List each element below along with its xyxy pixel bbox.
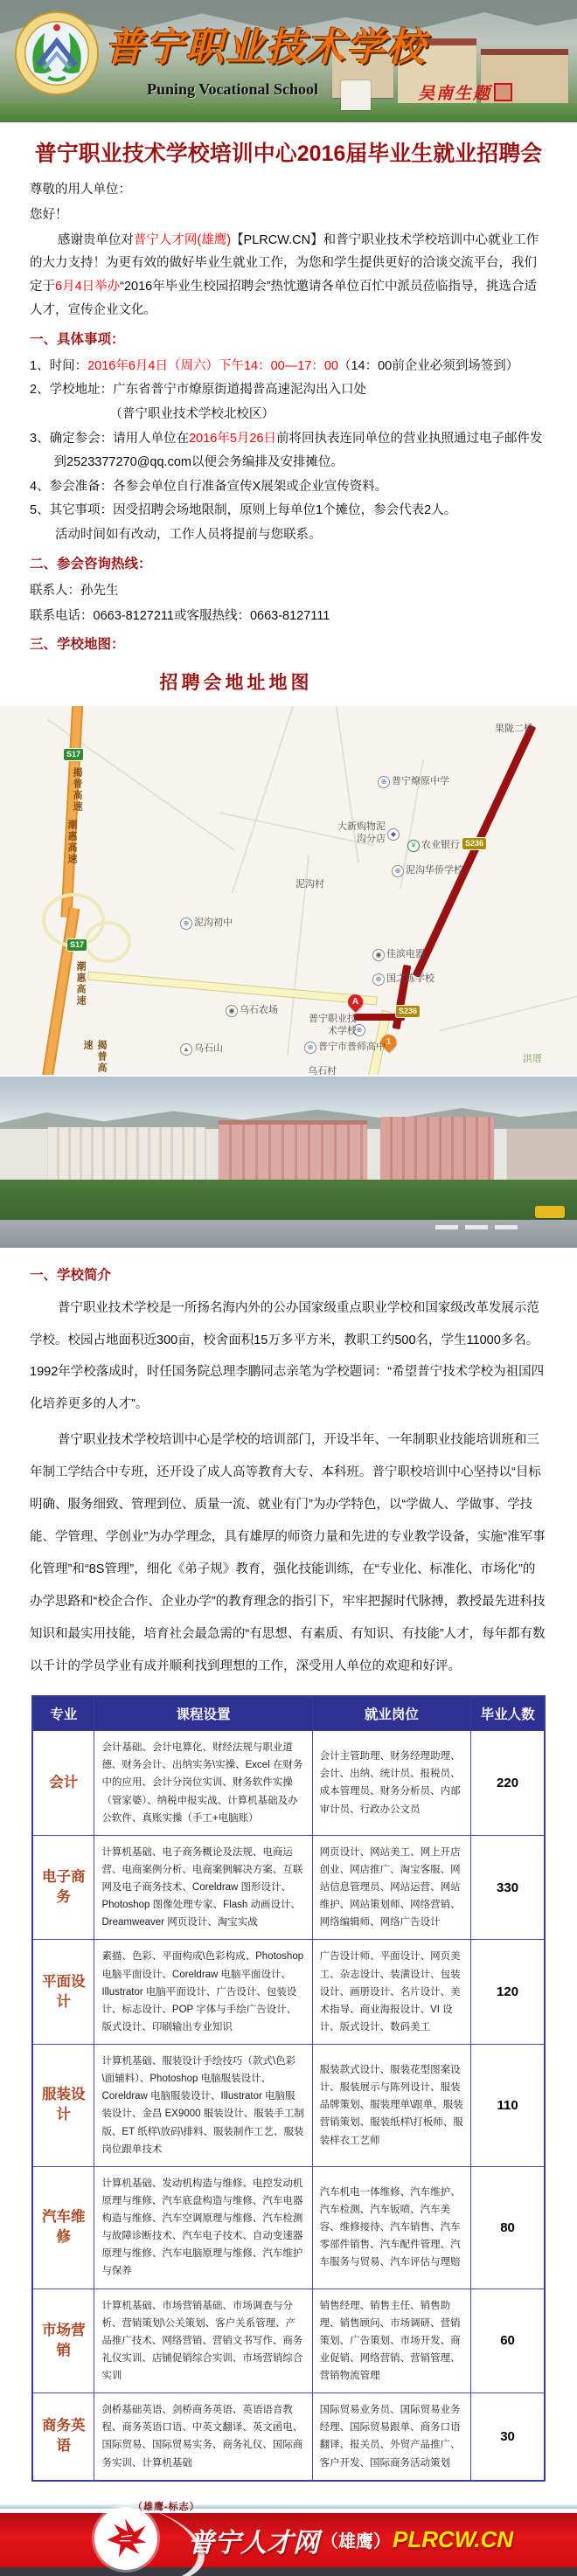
campus-gate — [341, 80, 371, 110]
photo-trees — [0, 1180, 577, 1223]
table-row — [32, 1940, 545, 2045]
school-poi-icon: ⊕ — [353, 1024, 365, 1036]
map-label: 乌石村 — [308, 1065, 337, 1075]
cell-major: 市场营销 — [32, 2289, 94, 2393]
cell-major: 会计 — [32, 1731, 94, 1836]
map-label: 泥沟华侨学校 — [406, 864, 463, 876]
road-badge-s17: S17 — [66, 938, 87, 952]
cell-count: 330 — [471, 1835, 545, 1940]
photo-road — [0, 1220, 577, 1248]
photo-building — [507, 1129, 577, 1185]
road-badge-s17: S17 — [63, 748, 84, 761]
map-connector-road — [87, 971, 378, 1005]
section2-heading: 二、参会咨询热线： — [30, 557, 152, 572]
map-label: 普宁职业技术学校 — [309, 1013, 357, 1036]
greeting: 您好！ — [30, 207, 68, 222]
signature-seal — [494, 83, 512, 101]
map-label: 泥沟初中 — [194, 917, 233, 928]
cell-courses: 会计基础、会计电算化、财经法规与职业道德、财务会计、出纳实务\实操、Excel 在财务中的应用、会计分岗位实训、财务软件实操（管家婆）、纳税申报实战、计算机基础及办公软件、真账实操（手工+电脑账） — [94, 1731, 312, 1836]
map-label: 乌石农场 — [240, 1004, 278, 1015]
marker-1-label: 1 — [386, 1036, 392, 1047]
cell-major: 服装设计 — [32, 2045, 94, 2167]
cell-count: 60 — [471, 2289, 545, 2393]
school-intro — [0, 1248, 577, 1683]
header-banner — [0, 0, 577, 122]
cell-jobs: 网页设计、网站美工、网上开店创业、网店推广、淘宝客服、网站信息管理员、网站运营、网站维护、网站策划师、网络营销、网络编辑师、网络广告设计 — [312, 1835, 471, 1940]
map-label: 洪厝 — [523, 1053, 542, 1064]
expressway-label: 潮惠高速 — [66, 819, 77, 865]
school-poi-icon: ⊕ — [180, 918, 192, 930]
intro-text: “2016年毕业生校园招聘会”热忱邀请各单位百忙中派员莅临指导，挑选合适人才，宣传企业文化。 — [30, 280, 538, 318]
footer-site-url: PLRCW.CN — [393, 2526, 514, 2553]
cell-major: 平面设计 — [32, 1940, 94, 2045]
table-row — [32, 1835, 545, 1940]
map-label: 大新购物泥沟分店 — [337, 821, 386, 844]
map-minor-road — [439, 994, 577, 1031]
campus-aerial-photo — [0, 1077, 577, 1248]
section3-heading: 三、学校地图： — [30, 637, 125, 653]
highlight-deadline: 2016年5月26日 — [189, 431, 277, 446]
signature-text: 吴南生题 — [418, 85, 492, 103]
cell-jobs: 销售经理、销售主任、销售助理、销售顾问、市场调研、营销策划、广告策划、市场开发、商业促销、网络营销、营销管理、营销物流管理 — [312, 2289, 471, 2393]
intro-paragraph — [30, 229, 547, 322]
letter-body — [0, 175, 577, 701]
cell-major: 商务英语 — [32, 2393, 94, 2481]
highlight-time: 2016年6月4日（周六）下午14：00—17：00 — [87, 358, 338, 373]
location-map — [0, 706, 577, 1075]
footer — [0, 2501, 577, 2576]
map-label: 泥沟村 — [295, 878, 324, 890]
item-text: 前将回执表连同单位的营业执照通过电子邮件发到2523377270@qq.com以便会务编排及安排摊位。 — [53, 431, 543, 469]
school-emblem-icon — [14, 10, 100, 96]
map-minor-road — [232, 706, 295, 894]
cell-courses: 素描、色彩、平面构成\色彩构成、Photoshop 电脑平面设计、Coreldraw 电脑平面设计、Illustrator 电脑平面设计、广告设计、包装设计、标志设计、POP 字体与手绘广告设计、版式设计、印刷输出专业知识 — [94, 1940, 312, 2045]
expressway-label: 揭普高速 — [82, 1039, 107, 1074]
marker-a-school-location — [344, 991, 365, 1012]
campus-lawn — [0, 103, 577, 122]
cell-count: 220 — [471, 1731, 545, 1836]
footer-banner — [0, 2501, 577, 2567]
detail-item-time — [30, 355, 547, 378]
road-badge-s236: S236 — [462, 837, 487, 850]
cell-major: 电子商务 — [32, 1835, 94, 1940]
calligraphy-signature — [418, 80, 512, 104]
marker-a-label: A — [351, 996, 359, 1007]
cell-courses: 计算机基础、服装设计手绘技巧（款式\色彩\面辅料）、Photoshop 电脑服装设计、Coreldraw 电脑服装设计、Illustrator 电脑服装设计、金昌 EX9000 服装设计、服装手工制版、ET 纸样\放码\排料、服装制作工艺、服装岗位跟单技术 — [94, 2045, 312, 2167]
eagle-icon — [102, 2515, 149, 2562]
cell-jobs: 服装款式设计、服装花型图案设计、服装展示与陈列设计、服装品牌策划、服装理单\跟单、服装营销策划、服装纸样\打板师、服装样衣工艺师 — [312, 2045, 471, 2167]
cell-count: 120 — [471, 1940, 545, 2045]
school-poi-icon: ⊕ — [372, 973, 385, 986]
footer-site-suffix: （雄鹰） — [321, 2532, 391, 2552]
map-label: 普宁燎原中学 — [392, 775, 449, 786]
school-name-english: Puning Vocational School — [147, 80, 319, 98]
map-title: 招聘会地址地图 — [159, 673, 313, 694]
footer-site-name: 普宁人才网 — [188, 2528, 319, 2558]
table-row — [32, 2166, 545, 2289]
electronics-poi-icon: ◉ — [372, 949, 385, 961]
map-interchange-loop — [84, 921, 131, 963]
map-label: 农业银行 — [421, 839, 460, 850]
cell-courses: 剑桥基础英语、剑桥商务英语、英语语音教程、商务英语口语、中英文翻译、英文函电、国际贸易、国际贸易实务、商务礼仪、国际商务实训、计算机基础 — [94, 2393, 312, 2481]
cell-courses: 计算机基础、市场营销基础、市场调查与分析、营销策划\公关策划、客户关系管理、产品推广技术、网络营销、营销文书写作、商务礼仪实训、店铺促销综合实训、市场营销综合实训 — [94, 2289, 312, 2393]
table-row — [32, 2393, 545, 2481]
photo-crosswalk — [435, 1225, 458, 1229]
cell-jobs: 国际贸易业务员、国际贸易业务经理、国际贸易跟单、商务口语翻译、报关员、外贸产品推广、客户开发、国际商务活动策划 — [312, 2393, 471, 2481]
intro-heading: 一、学校简介 — [30, 1267, 112, 1283]
majors-table — [31, 1695, 546, 2482]
road-badge-s236: S236 — [395, 1005, 421, 1018]
expressway-label: 揭普高速 — [72, 766, 82, 813]
detail-item-confirm — [30, 427, 547, 474]
expressway-label: 潮惠高速 — [75, 960, 86, 1007]
photo-school-bus — [535, 1206, 565, 1218]
cell-count: 30 — [471, 2393, 545, 2481]
table-row — [32, 2045, 545, 2167]
photo-crosswalk — [495, 1225, 518, 1229]
school-poi-icon: ⊕ — [378, 776, 390, 788]
detail-item-address-sub: （普宁职业技术学校北校区） — [109, 407, 275, 422]
photo-crosswalk — [465, 1225, 488, 1229]
school-logo — [14, 10, 100, 96]
detail-item-other-sub: 活动时间如有改动，工作人员将提前与您联系。 — [55, 528, 322, 543]
map-label: 果陇二桥 — [495, 723, 533, 734]
col-header-jobs: 就业岗位 — [312, 1696, 471, 1731]
col-header-courses: 课程设置 — [94, 1696, 312, 1731]
cell-jobs: 汽车机电一体维修、汽车维护、汽车检测、汽车钣喷、汽车美容、维修接待、汽车销售、汽车零部件销售、汽车配件管理、汽车服务与贸易、汽车评估与理赔 — [312, 2166, 471, 2289]
intro-paragraph-2: 普宁职业技术学校培训中心是学校的培训部门，开设半年、一年制职业技能培训班和三年制工学结合中专班，还开设了成人高等教育大专、本科班。普宁职校培训中心坚持以“目标明确、服务细致、管理到位、质量一流、就业有门”为办学特色，以“学做人、学做事、学技能、学管理、学创业”为办学理念，具有雄厚的师资力量和先进的专业教学设备，实施“准军事化管理”和“8S管理”，细化《弟子规》教育，强化技能训练，在“专业化、标准化、市场化”的办学思路和“校企合作、企业办学”的教育理念的指引下，牢牢把握时代脉搏，教授最先进科技知识和最实用技能，培育社会最急需的“有思想、有素质、有知识、有技能”人才，每年都有数以千计的学员学业有成并顺利找到理想的工作，深受用人单位的欢迎和好评。 — [30, 1433, 546, 1674]
majors-table-body — [32, 1731, 545, 2481]
cell-courses: 计算机基础、电子商务概论及法规、电商运营、电商案例分析、电商案例解决方案、互联网及电子商务技术、Coreldraw 图形设计、Photoshop 图像处理专家、Flash 动画设计、Dreamweaver 网页设计、淘宝实战 — [94, 1835, 312, 1940]
farm-poi-icon: ◉ — [226, 1005, 238, 1017]
map-label: 国之栋学校 — [386, 973, 434, 984]
cell-jobs: 广告设计师、平面设计、网页美工、杂志设计、装潢设计、包装设计、画册设计、名片设计、美术指导、商业海报设计、VI 设计、版式设计、数码美工 — [312, 1940, 471, 2045]
item-text: （14：00前企业必须到场签到） — [337, 358, 519, 373]
col-header-count: 毕业人数 — [471, 1696, 545, 1731]
footer-site-title — [188, 2513, 513, 2567]
bank-poi-icon: ¥ — [407, 840, 420, 852]
cell-major: 汽车维修 — [32, 2166, 94, 2289]
item-text: 3、确定参会：请用人单位在 — [30, 431, 190, 446]
school-name: 普宁职业技术学校 — [105, 26, 427, 69]
mountain-poi-icon: ▲ — [180, 1043, 192, 1056]
intro-paragraph-1: 普宁职业技术学校是一所扬名海内外的公办国家级重点职业学校和国家级改革发展示范学校。校园占地面积近300亩，校舍面积15万多平方米，教职工约500名，学生11000多名。1992年学校落成时，时任国务院总理李鹏同志亲笔为学校题词：“希望普宁技术学校为祖国四化培养更多的人才”。 — [30, 1300, 545, 1412]
table-row — [32, 1731, 545, 1836]
shopping-poi-icon: ◆ — [387, 828, 400, 841]
salutation: 尊敬的用人单位： — [30, 183, 131, 197]
map-label: 佳滨电器 — [386, 948, 425, 959]
school-poi-icon: ⊕ — [304, 1042, 316, 1054]
footer-bottom-bar — [0, 2567, 577, 2576]
intro-text: 【PLRCW.CN】和普宁职业技术学校培训中心就业工作的大力支持！为更有效的做好毕业生就业工作，为您和学生提供更好的洽谈交流平台，我们定于 — [30, 232, 539, 294]
contact-phone: 联系电话：0663-8127211或客服热线：0663-8127111 — [30, 608, 330, 623]
cell-courses: 计算机基础、发动机构造与维修、电控发动机原理与维修、汽车底盘构造与维修、汽车电器构造与维修、汽车空调原理与维修、汽车检测与故障诊断技术、汽车电子技术、自动变速器原理与维修、汽车电脑原理与维修、汽车维护与保养 — [94, 2166, 312, 2289]
cell-count: 110 — [471, 2045, 545, 2167]
photo-building — [380, 1117, 494, 1187]
cell-jobs: 会计主管助理、财务经理助理、会计、出纳、统计员、报税员、成本管理员、财务分析员、内部审计员、行政办公文员 — [312, 1731, 471, 1836]
detail-item-address: 2、学校地址：广东省普宁市燎原街道揭普高速泥沟出入口处 — [30, 383, 367, 398]
detail-item-prepare: 4、参会准备：各参会单位自行准备宣传X展架或企业宣传资料。 — [30, 479, 388, 494]
detail-item-other: 5、其它事项：因受招聘会场地限制，原则上每单位1个摊位，参会代表2人。 — [30, 503, 457, 518]
highlight-event-date: 6月4日举办 — [55, 280, 121, 294]
table-row — [32, 2289, 545, 2393]
table-header-row — [32, 1696, 545, 1731]
highlight-site-name: 普宁人才网(雄鹰) — [133, 232, 232, 247]
majors-table-head — [32, 1696, 545, 1731]
page-title: 普宁职业技术学校培训中心2016届毕业生就业招聘会 — [34, 142, 543, 166]
col-header-major: 专业 — [32, 1696, 94, 1731]
eagle-logo — [94, 2507, 157, 2570]
eagle-logo-caption: （雄鹰-标志） — [133, 2501, 200, 2512]
school-poi-icon: ⊕ — [392, 865, 404, 877]
map-label: 普宁市普师高中 — [318, 1041, 386, 1052]
section1-heading: 一、具体事项： — [30, 331, 125, 347]
intro-text: 感谢贵单位对 — [57, 232, 134, 247]
cell-count: 80 — [471, 2166, 545, 2289]
contact-person: 联系人：孙先生 — [30, 583, 119, 598]
map-label: 乌石山 — [194, 1042, 223, 1054]
item-text: 1、时间： — [30, 358, 88, 373]
